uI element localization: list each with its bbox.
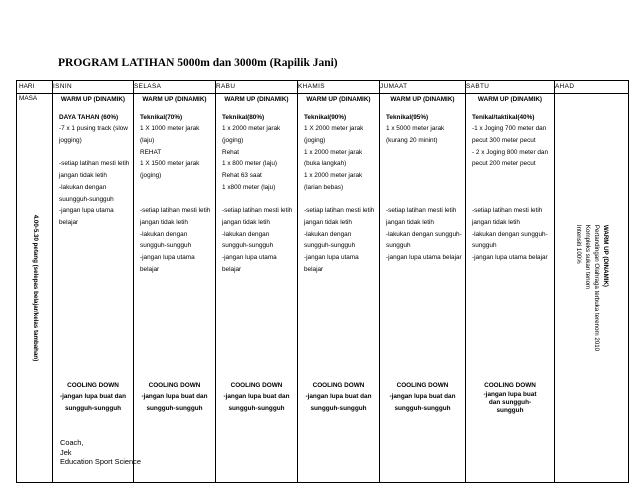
session-line: (kurang 20 minint) — [386, 137, 438, 145]
session-jumaat — [380, 108, 465, 264]
session-line: (joging) — [140, 172, 162, 180]
note-line: -jangan lupa utama belajar — [386, 254, 462, 262]
note-line: -lakukan dengan sungguh- — [472, 230, 548, 238]
cooldown-line: sungguh-sungguh — [310, 405, 367, 413]
note-line: jangan tidak letih — [222, 218, 270, 226]
warmup-label: WARM UP (DINAMIK) — [142, 95, 207, 103]
cooldown-line: -jangan lupa buat dan sungguh-sungguh — [483, 391, 537, 415]
session-line: - 2 x Joging 800 meter dan — [472, 148, 549, 156]
session-isnin — [53, 108, 133, 229]
session-line: jangan tidak letih — [59, 172, 107, 180]
time-slot-label: 4.00-5.30 petang (selepas belajar/kelas tambahan) — [31, 214, 39, 361]
session-line: -7 x 1 pusing track (slow — [59, 125, 128, 133]
note-line: belajar — [222, 265, 242, 273]
day-header-khamis: KHAMIS — [298, 81, 380, 94]
note-line: sungguh-sungguh — [222, 242, 274, 250]
session-line: 1 x 800 meter (laju) — [222, 160, 278, 168]
note-line: -setiap latihan mesti letih — [222, 207, 293, 215]
note-line: sungguh — [472, 242, 497, 250]
note-line: sungguh — [386, 242, 411, 250]
warmup-label: WARM UP (DINAMIK) — [224, 95, 289, 103]
session-line: 1 x 5000 meter jarak — [386, 125, 445, 133]
cooldown-title: COOLING DOWN — [396, 381, 449, 389]
session-heading: Tenikal/taktikal(40%) — [472, 113, 535, 121]
session-heading: Teknikal(95%) — [386, 113, 429, 121]
session-line: -setiap latihan mesti letih — [59, 160, 130, 168]
session-heading: DAYA TAHAN (60%) — [59, 113, 119, 121]
note-line: -lakukan dengan sungguh- — [386, 230, 462, 238]
session-line: 1 X 2000 meter jarak — [304, 125, 364, 133]
session-line: (joging) — [222, 137, 244, 145]
ahad-title: WARM UP (DINAMIK) — [601, 224, 609, 287]
session-line: jogging) — [59, 137, 82, 145]
note-line: -setiap latihan mesti letih — [140, 207, 211, 215]
training-row — [17, 93, 629, 482]
day-header-rabu: RABU — [216, 81, 298, 94]
day-cell-ahad — [555, 93, 629, 482]
cooldown-rabu — [216, 380, 297, 415]
cooldown-jumaat — [380, 380, 465, 415]
session-line: 1 x 2000 meter jarak — [222, 125, 281, 133]
session-selasa — [134, 108, 215, 276]
note-line: sungguh-sungguh — [140, 242, 192, 250]
time-label-cell — [17, 93, 53, 482]
cooldown-isnin — [53, 380, 133, 415]
session-line: -jangan lupa utama — [59, 207, 114, 215]
session-line: belajar — [59, 218, 79, 226]
session-heading: Teknikal(70%) — [140, 113, 183, 121]
note-line: -jangan lupa utama — [140, 253, 195, 261]
cooldown-sabtu — [466, 380, 554, 416]
day-cell-rabu — [216, 93, 298, 482]
note-line: -lakukan dengan — [304, 230, 352, 238]
cooldown-line: -jangan lupa buat dan — [389, 393, 456, 401]
cooldown-title: COOLING DOWN — [230, 381, 283, 389]
training-schedule-table — [16, 80, 629, 483]
cooldown-title: COOLING DOWN — [67, 381, 119, 389]
session-line: Rehat — [222, 148, 240, 156]
ahad-line: Kompleks sukan tenom — [583, 224, 591, 289]
session-line: suungguh-sungguh — [59, 195, 114, 203]
note-line: -setiap latihan mesti letih — [472, 207, 543, 215]
ahad-line: Intensiti 100% — [574, 224, 582, 264]
cooldown-line: -jangan lupa buat dan — [305, 393, 372, 401]
note-line: jangan tidak letih — [140, 218, 188, 226]
session-line: -1 x Joging 700 meter dan — [472, 125, 547, 133]
warmup-label: WARM UP (DINAMIK) — [390, 95, 455, 103]
footer-line: Jek — [60, 447, 72, 457]
session-line: 1 x 2000 meter jarak — [304, 148, 363, 156]
note-line: belajar — [304, 265, 324, 273]
session-sabtu — [466, 108, 554, 264]
cooldown-title: COOLING DOWN — [484, 381, 536, 389]
day-header-sabtu: SABTU — [466, 81, 555, 94]
note-line: -lakukan dengan — [140, 230, 188, 238]
warmup-label: WARM UP (DINAMIK) — [60, 95, 126, 103]
header-row — [17, 81, 629, 94]
day-cell-jumaat — [380, 93, 466, 482]
session-line: 1 X 1000 meter jarak — [140, 125, 200, 133]
note-line: -lakukan dengan — [222, 230, 270, 238]
footer-line: Coach, — [60, 438, 84, 447]
session-line: Rehat 63 saat — [222, 172, 262, 180]
session-line: (laju) — [140, 137, 155, 145]
session-line: pecut 300 meter pecut — [472, 137, 536, 145]
session-line: -lakukan dengan — [59, 183, 107, 191]
session-line: (larian bebas) — [304, 183, 344, 191]
note-line: -jangan lupa utama — [304, 253, 359, 261]
session-line: (buka langkah) — [304, 160, 347, 168]
day-cell-sabtu — [466, 93, 555, 482]
note-line: sungguh-sungguh — [304, 242, 356, 250]
warmup-label: WARM UP (DINAMIK) — [306, 95, 371, 103]
hari-header: HARI — [17, 81, 53, 94]
day-header-selasa: SELASA — [134, 81, 216, 94]
note-line: jangan tidak letih — [472, 218, 520, 226]
masa-header: MASA — [19, 94, 38, 102]
note-line: belajar — [140, 265, 160, 273]
session-line: pecut 200 meter pecut — [472, 160, 536, 168]
day-cell-khamis — [298, 93, 380, 482]
ahad-line: Pertandingan Olahraga terbuka terenom 2010 — [592, 224, 600, 351]
session-heading: Teknikal(90%) — [304, 113, 347, 121]
day-cell-isnin — [53, 93, 134, 482]
cooldown-line: -jangan lupa buat dan — [223, 393, 290, 401]
note-line: -setiap latihan mesti letih — [386, 207, 457, 215]
session-rabu — [216, 108, 297, 276]
day-header-ahad: AHAD — [555, 81, 629, 94]
session-line — [59, 147, 133, 159]
cooldown-line: sungguh-sungguh — [146, 405, 203, 413]
coach-signature — [60, 438, 141, 467]
note-line: jangan tidak letih — [386, 218, 434, 226]
note-line: -setiap latihan mesti letih — [304, 207, 375, 215]
day-cell-selasa — [134, 93, 216, 482]
session-line: REHAT — [140, 148, 162, 156]
cooldown-khamis — [298, 380, 379, 415]
day-header-jumaat: JUMAAT — [380, 81, 466, 94]
cooldown-line: -jangan lupa buat dan — [141, 393, 208, 401]
note-line: -jangan lupa utama belajar — [472, 253, 548, 261]
ahad-event — [574, 225, 610, 351]
cooldown-selasa — [134, 380, 215, 415]
cooldown-title: COOLING DOWN — [148, 381, 201, 389]
footer-line: Education Sport Science — [60, 457, 141, 467]
session-line: 1 X 1500 meter jarak — [140, 160, 200, 168]
cooldown-line: sungguh-sungguh — [228, 405, 285, 413]
cooldown-title: COOLING DOWN — [312, 381, 365, 389]
day-header-isnin: ISNIN — [53, 81, 134, 94]
cooldown-line: sungguh-sungguh — [64, 405, 122, 413]
note-line: jangan tidak letih — [304, 218, 352, 226]
cooldown-line: -jangan lupa buat dan — [59, 393, 127, 401]
session-line: (joging) — [304, 137, 326, 145]
session-heading: Teknikal(80%) — [222, 113, 265, 121]
warmup-label: WARM UP (DINAMIK) — [477, 95, 543, 103]
note-line: -jangan lupa utama — [222, 253, 277, 261]
session-line: 1 x 2000 meter jarak — [304, 172, 363, 180]
session-khamis — [298, 108, 379, 276]
cooldown-line: sungguh-sungguh — [394, 405, 451, 413]
page-title: PROGRAM LATIHAN 5000m dan 3000m (Rapilik Jani) — [58, 57, 338, 69]
session-line: 1 x800 meter (laju) — [222, 183, 276, 191]
